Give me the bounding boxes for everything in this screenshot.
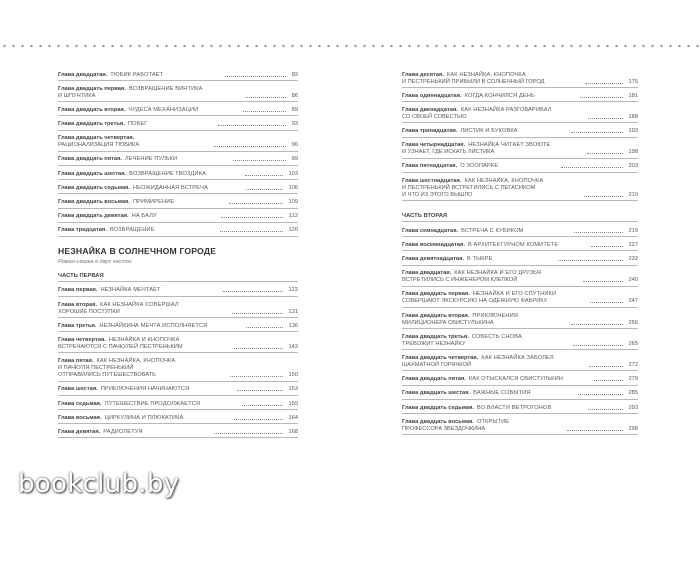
page-number: 293 bbox=[628, 404, 638, 411]
page-number: 279 bbox=[628, 376, 638, 383]
toc-entry bbox=[58, 155, 298, 166]
perforation-edge bbox=[0, 44, 700, 48]
dot-leader bbox=[588, 409, 623, 410]
chapter-title: НА БАЛУ bbox=[131, 213, 157, 220]
chapter-number: Глава двадцать восьмая. bbox=[58, 199, 130, 205]
toc-entry-text bbox=[58, 429, 212, 436]
toc-entry-text bbox=[402, 355, 587, 369]
toc-entry-text bbox=[58, 156, 231, 163]
chapter-number: Глава шестнадцатая. bbox=[402, 177, 462, 184]
chapter-number: Глава двадцать первая. bbox=[402, 291, 470, 298]
toc-entry bbox=[402, 91, 638, 102]
dot-leader bbox=[225, 76, 285, 77]
chapter-title: НЕЗНАЙКА И ЕГО СПУТНИКИ bbox=[472, 291, 557, 298]
toc-entry-text bbox=[402, 405, 586, 412]
page-number: 96 bbox=[291, 142, 298, 149]
chapter-number: Глава двадцать третья. bbox=[402, 333, 469, 340]
dot-leader bbox=[214, 433, 283, 434]
dot-leader bbox=[594, 380, 623, 381]
dot-leader bbox=[573, 345, 622, 346]
chapter-title: О ЗООПАРКЕ bbox=[460, 163, 499, 170]
chapter-number: Глава двадцать шестая. bbox=[58, 170, 127, 177]
dot-leader bbox=[558, 260, 622, 261]
watermark-logo: bookclub.by bbox=[18, 469, 180, 499]
page-number: 227 bbox=[628, 241, 638, 248]
toc-entry bbox=[58, 335, 298, 353]
chapter-title: КАК НЕЗНАЙКА, КНОПОЧКА bbox=[446, 71, 526, 78]
page-number: 247 bbox=[628, 298, 638, 305]
toc-entry-text bbox=[402, 419, 565, 433]
chapter-title: НЕЗНАЙКА МЕЧТАЕТ bbox=[100, 287, 161, 294]
dot-leader bbox=[245, 175, 282, 176]
toc-entry bbox=[402, 176, 638, 201]
dot-leader bbox=[571, 132, 622, 133]
chapter-title-continued: И ЧТО ИЗ ЭТОГО ВЫШЛО bbox=[402, 191, 473, 198]
toc-entry bbox=[402, 127, 638, 138]
chapter-number: Глава четырнадцатая. bbox=[402, 142, 466, 149]
toc-list-left-top bbox=[58, 70, 298, 237]
toc-list-right-top bbox=[402, 70, 638, 201]
part-subtitle: Роман-сказка в двух частях bbox=[58, 258, 132, 265]
dot-leader bbox=[245, 97, 286, 98]
toc-entry bbox=[58, 385, 298, 396]
toc-entry-text bbox=[58, 323, 244, 330]
page-number: 193 bbox=[628, 128, 638, 135]
toc-entry bbox=[58, 105, 298, 116]
chapter-number: Глава двадцать четвертая. bbox=[58, 135, 135, 142]
toc-entry-text bbox=[402, 228, 572, 235]
page-number: 109 bbox=[288, 199, 298, 205]
chapter-number: Глава вторая. bbox=[58, 301, 98, 308]
toc-entry-text bbox=[58, 358, 228, 379]
chapter-number: Глава четвертая. bbox=[58, 336, 106, 343]
dot-leader bbox=[567, 430, 623, 431]
page-number: 89 bbox=[291, 106, 298, 113]
toc-entry bbox=[402, 240, 638, 251]
section-label-part-two: ЧАСТЬ ВТОРАЯ bbox=[402, 213, 638, 222]
chapter-title-continued: И ПЕСТРЕНЬКИЙ ПРИБЫЛИ В СОЛНЕЧНЫЙ ГОРОД bbox=[402, 78, 545, 85]
toc-entry-text bbox=[402, 178, 582, 199]
chapter-number: Глава тринадцатая. bbox=[402, 128, 458, 135]
chapter-title-continued: СО СВОЕЙ СОВЕСТЬЮ bbox=[402, 113, 467, 120]
dot-leader bbox=[232, 313, 283, 314]
chapter-title: ТЮБИК РАБОТАЕТ bbox=[110, 71, 164, 78]
toc-entry bbox=[402, 332, 638, 350]
toc-entry-text bbox=[58, 185, 244, 192]
chapter-number: Глава восьмая. bbox=[58, 414, 102, 421]
dot-leader bbox=[583, 281, 623, 282]
toc-entry bbox=[402, 389, 638, 400]
chapter-number: Глава двадцатая. bbox=[58, 71, 108, 78]
toc-entry-text bbox=[402, 334, 571, 348]
chapter-title: КАК НЕЗНАЙКА РАЗГОВАРИВАЛ bbox=[460, 106, 552, 113]
chapter-title: КАК НЕЗНАЙКА, КНОПОЧКА bbox=[96, 358, 176, 365]
chapter-title: КАК НЕЗНАЙКА СОВЕРШАЛ bbox=[100, 301, 179, 308]
chapter-title-continued: ХОРОШИЕ ПОСТУПКИ bbox=[58, 308, 120, 315]
chapter-number: Глава девятнадцатая. bbox=[402, 256, 464, 262]
chapter-title: НЕЗНАЙКА И КНОПОЧКА bbox=[108, 336, 180, 343]
chapter-number: Глава третья. bbox=[58, 322, 97, 329]
page-number: 168 bbox=[288, 428, 298, 435]
page-number: 153 bbox=[288, 386, 298, 393]
chapter-number: Глава двадцать девятая. bbox=[58, 213, 129, 220]
toc-entry bbox=[402, 70, 638, 88]
dot-leader bbox=[588, 118, 622, 119]
dot-leader bbox=[561, 167, 622, 168]
chapter-title-continued: ШАХМАТНОЙ ГОРЯЧКОЙ bbox=[402, 361, 472, 368]
chapter-title-continued: И ШПУНТИКА bbox=[58, 92, 96, 99]
page-number: 142 bbox=[288, 343, 298, 350]
page-number: 99 bbox=[291, 156, 298, 163]
chapter-number: Глава тридцатая. bbox=[58, 227, 107, 234]
chapter-title: КАК НЕЗНАЙКА И ЕГО ДРУЗЬЯ bbox=[454, 270, 541, 277]
page-number: 175 bbox=[628, 78, 638, 85]
page-number: 86 bbox=[291, 92, 298, 99]
page-number: 198 bbox=[628, 149, 638, 156]
chapter-title-continued: РАЦИОНАЛИЗАЦИЯ ТЮБИКА bbox=[58, 142, 140, 149]
toc-entry-text bbox=[402, 142, 585, 156]
toc-entry bbox=[402, 290, 638, 308]
toc-entry-text bbox=[58, 135, 211, 149]
toc-entry bbox=[58, 120, 298, 131]
chapter-title: ЦИРКУЛИНА И ПЛЮКАТИКА bbox=[104, 414, 184, 421]
dot-leader bbox=[220, 231, 283, 232]
dot-leader bbox=[591, 246, 622, 247]
toc-entry bbox=[58, 427, 298, 438]
dot-leader bbox=[580, 97, 623, 98]
dot-leader bbox=[578, 394, 623, 395]
toc-entry bbox=[58, 134, 298, 152]
page-number: 240 bbox=[628, 277, 638, 284]
chapter-title: ПРИКЛЮЧЕНИЯ НАЧИНАЮТСЯ bbox=[100, 386, 190, 393]
chapter-title: СОВЕСТЬ СНОВА bbox=[471, 333, 522, 340]
chapter-title: ВОЗВРАЩЕНИЕ ГВОЗДИКА bbox=[129, 170, 206, 177]
toc-entry-text bbox=[402, 72, 583, 86]
dot-leader bbox=[234, 419, 283, 420]
chapter-title-continued: И ПЕСТРЕНЬКИЙ ВСТРЕТИЛИСЬ С ПЕГАСИКОМ bbox=[402, 184, 536, 191]
page-number: 232 bbox=[628, 256, 638, 262]
chapter-number: Глава двадцать вторая. bbox=[58, 106, 126, 113]
toc-list-right-bottom bbox=[402, 226, 638, 435]
page-number: 103 bbox=[288, 170, 298, 177]
toc-entry-text bbox=[402, 107, 586, 121]
toc-entry-text bbox=[58, 401, 240, 408]
dot-leader bbox=[218, 125, 286, 126]
chapter-title: В АРХИТЕКТУРНОМ КОМИТЕТЕ bbox=[467, 241, 559, 248]
toc-entry-text bbox=[58, 302, 230, 316]
toc-entry-text bbox=[402, 376, 592, 383]
toc-entry bbox=[58, 169, 298, 180]
page-number: 219 bbox=[628, 227, 638, 234]
chapter-title: КАК НЕЗНАЙКА ЗАБОЛЕЛ bbox=[481, 354, 554, 361]
page-number: 203 bbox=[628, 163, 638, 170]
dot-leader bbox=[243, 111, 286, 112]
toc-entry-text bbox=[58, 199, 227, 206]
chapter-title: НЕОЖИДАННАЯ ВСТРЕЧА bbox=[132, 184, 208, 191]
toc-entry-text bbox=[58, 287, 221, 294]
dot-leader bbox=[246, 189, 282, 190]
dot-leader bbox=[233, 160, 286, 161]
chapter-title-continued: СОВЕРШАЮТ ЭКСКУРСИЮ НА ОДЕЖНУЮ ФАБРИКУ bbox=[402, 298, 548, 305]
chapter-title: ЛИСТИК И БУКОВКА bbox=[460, 128, 518, 135]
dot-leader bbox=[589, 366, 622, 367]
chapter-title: В ТЫКРЕ bbox=[466, 256, 493, 262]
dot-leader bbox=[213, 146, 285, 147]
page-number: 164 bbox=[288, 414, 298, 421]
toc-entry bbox=[402, 375, 638, 386]
dot-leader bbox=[574, 232, 623, 233]
chapter-number: Глава девятая. bbox=[58, 428, 101, 435]
chapter-title: КАК ОТЫСКАЛСЯ СВИСТУЛЬКИН bbox=[468, 376, 563, 383]
chapter-title: НЕЗНАЙКА ЧИТАЕТ ЗВОЮТЕ bbox=[468, 142, 551, 149]
chapter-number: Глава седьмая. bbox=[58, 400, 102, 407]
dot-leader bbox=[585, 83, 623, 84]
dot-leader bbox=[584, 196, 623, 197]
dot-leader bbox=[242, 405, 282, 406]
chapter-number: Глава двадцать пятая. bbox=[58, 156, 122, 163]
chapter-title: ПОБЕГ bbox=[127, 121, 148, 128]
toc-entry-text bbox=[402, 390, 576, 397]
chapter-title: ВОЗВРАЩЕНИЕ ВИНТИКА bbox=[128, 85, 203, 92]
toc-entry bbox=[402, 417, 638, 435]
toc-entry-text bbox=[58, 415, 232, 422]
chapter-title: ПРИМИРЕНИЕ bbox=[132, 199, 175, 205]
toc-entry-text bbox=[58, 86, 243, 100]
chapter-title: ВСТРЕЧА С КУБИКОМ bbox=[461, 227, 524, 234]
chapter-number: Глава двадцать первая. bbox=[58, 85, 126, 92]
chapter-number: Глава двадцать седьмая. bbox=[58, 184, 130, 191]
page-number: 136 bbox=[288, 322, 298, 329]
page-number: 188 bbox=[628, 113, 638, 120]
toc-entry-text bbox=[58, 72, 223, 79]
toc-entry bbox=[58, 183, 298, 194]
chapter-number: Глава одиннадцатая. bbox=[402, 92, 462, 99]
chapter-title-continued: ВСТРЕТИЛИСЬ С ИНЖЕНЕРОМ КЛЕПКОЙ bbox=[402, 277, 518, 284]
page-number: 272 bbox=[628, 361, 638, 368]
chapter-number: Глава восемнадцатая. bbox=[402, 241, 465, 248]
chapter-title: ВО ВЛАСТИ ВЕТРОГОНОВ bbox=[476, 404, 552, 411]
page-number: 106 bbox=[288, 184, 298, 191]
chapter-title: ВАЖНЫЕ СОБЫТИЯ bbox=[473, 390, 531, 397]
toc-entry-text bbox=[58, 171, 243, 178]
left-page bbox=[58, 70, 298, 583]
toc-entry bbox=[58, 226, 298, 237]
toc-entry-text bbox=[402, 270, 581, 284]
page-number: 150 bbox=[288, 372, 298, 379]
toc-entry bbox=[58, 300, 298, 318]
chapter-title: РАДИОЛЕТУЯ bbox=[103, 428, 143, 435]
dot-leader bbox=[229, 203, 282, 204]
toc-entry-text bbox=[58, 227, 218, 234]
dot-leader bbox=[234, 348, 283, 349]
page-number: 181 bbox=[628, 92, 638, 99]
chapter-title: ЛЕЧЕНИЕ ПУЛЬКИ bbox=[124, 156, 178, 163]
toc-entry bbox=[402, 403, 638, 414]
toc-entry-text bbox=[402, 291, 588, 305]
chapter-number: Глава двадцатая. bbox=[402, 270, 452, 277]
part-title: НЕЗНАЙКА В СОЛНЕЧНОМ ГОРОДЕ bbox=[58, 245, 217, 256]
dot-leader bbox=[571, 324, 622, 325]
toc-entry bbox=[58, 198, 298, 209]
toc-entry bbox=[58, 399, 298, 410]
dot-leader bbox=[590, 302, 622, 303]
toc-entry bbox=[58, 321, 298, 332]
page-number: 265 bbox=[628, 340, 638, 347]
toc-entry bbox=[402, 162, 638, 173]
toc-entry bbox=[58, 212, 298, 223]
chapter-title-continued: ОТПРАВИЛИСЬ ПУТЕШЕСТВОВАТЬ bbox=[58, 372, 156, 379]
dot-leader bbox=[246, 327, 283, 328]
page-number: 120 bbox=[288, 227, 298, 234]
chapter-title-continued: ТРЕВОЖИТ НЕЗНАЙКУ bbox=[402, 340, 466, 347]
chapter-title: ВОЗВРАЩЕНИЕ bbox=[109, 227, 155, 234]
toc-entry bbox=[402, 311, 638, 329]
page-number: 298 bbox=[628, 425, 638, 432]
chapter-number: Глава двадцать шестая. bbox=[402, 390, 471, 397]
toc-entry-text bbox=[402, 93, 578, 100]
toc-entry bbox=[402, 226, 638, 237]
toc-entry-text bbox=[402, 313, 569, 327]
chapter-title: ПРИКЛЮЧЕНИЯ bbox=[472, 312, 518, 319]
toc-entry bbox=[402, 255, 638, 266]
chapter-title: ЧУДЕСА МЕХАНИЗАЦИИ bbox=[128, 106, 199, 113]
page-number: 210 bbox=[628, 191, 638, 198]
chapter-title: НЕЗНАЙКИНА МЕЧТА ИСПОЛНЯЕТСЯ bbox=[99, 322, 208, 329]
chapter-number: Глава двенадцатая. bbox=[402, 106, 458, 113]
chapter-title: КАК НЕЗНАЙКА, КНОПОЧКА bbox=[464, 177, 544, 184]
toc-entry bbox=[58, 84, 298, 102]
page-number: 112 bbox=[288, 213, 298, 220]
chapter-number: Глава шестая. bbox=[58, 386, 98, 393]
dot-leader bbox=[221, 217, 283, 218]
toc-entry bbox=[58, 286, 298, 297]
page-number: 82 bbox=[291, 71, 298, 78]
chapter-title-continued: ПРОФЕССОРА ЗВЕЗДОЧКИНА bbox=[402, 425, 486, 432]
right-page bbox=[402, 70, 638, 583]
page-number: 131 bbox=[288, 308, 298, 315]
chapter-number: Глава первая. bbox=[58, 287, 98, 294]
chapter-number: Глава семнадцатая. bbox=[402, 227, 459, 234]
dot-leader bbox=[587, 153, 622, 154]
toc-entry-text bbox=[58, 386, 235, 393]
chapter-title: КОГДА КОНЧИЛСЯ ДЕНЬ bbox=[464, 92, 535, 99]
toc-entry bbox=[58, 413, 298, 424]
toc-entry-text bbox=[402, 256, 556, 263]
toc-entry-text bbox=[402, 128, 569, 135]
toc-entry bbox=[58, 70, 298, 81]
toc-entry-text bbox=[402, 163, 559, 170]
toc-entry-text bbox=[58, 121, 216, 128]
chapter-title-continued: И УЗНАЕТ, ГДЕ ИСКАТЬ ЛИСТИКА bbox=[402, 149, 495, 156]
chapter-number: Глава пятая. bbox=[58, 358, 94, 365]
section-label-part-one: ЧАСТЬ ПЕРВАЯ bbox=[58, 273, 298, 282]
chapter-title: ОТКРЫТИЕ bbox=[476, 418, 510, 425]
chapter-number: Глава десятая. bbox=[402, 71, 444, 78]
toc-entry bbox=[402, 269, 638, 287]
dot-leader bbox=[230, 376, 283, 377]
toc-entry-text bbox=[58, 337, 232, 351]
chapter-number: Глава двадцать седьмая. bbox=[402, 404, 474, 411]
dot-leader bbox=[237, 390, 283, 391]
toc-entry-text bbox=[402, 242, 589, 249]
page-number: 256 bbox=[628, 319, 638, 326]
chapter-number: Глава двадцать восьмая. bbox=[402, 418, 474, 425]
dot-leader bbox=[223, 291, 283, 292]
page-number: 122 bbox=[288, 287, 298, 294]
chapter-number: Глава двадцать вторая. bbox=[402, 312, 470, 319]
page-number: 285 bbox=[628, 390, 638, 397]
toc-list-left-bottom bbox=[58, 286, 298, 439]
chapter-number: Глава пятнадцатая. bbox=[402, 163, 458, 170]
chapter-title-continued: ВСТРЕЧАЮТСЯ С ПАЧКУЛЕЙ ПЕСТРЕНЬКИМ bbox=[58, 343, 183, 350]
toc-entry bbox=[58, 357, 298, 382]
chapter-title-continued: И ПАЧКУЛЯ ПЕСТРЕНЬКИЙ bbox=[58, 365, 134, 372]
page-number: 159 bbox=[288, 400, 298, 407]
toc-entry-text bbox=[58, 107, 241, 114]
chapter-number: Глава двадцать четвертая. bbox=[402, 354, 479, 361]
toc-entry bbox=[402, 105, 638, 123]
chapter-number: Глава двадцать третья. bbox=[58, 121, 125, 128]
page-number: 93 bbox=[291, 121, 298, 128]
chapter-number: Глава двадцать пятая. bbox=[402, 376, 466, 383]
toc-entry bbox=[402, 141, 638, 159]
toc-entry bbox=[402, 353, 638, 371]
chapter-title: ПУТЕШЕСТВИЕ ПРОДОЛЖАЕТСЯ bbox=[104, 400, 201, 407]
toc-entry-text bbox=[58, 213, 219, 220]
chapter-title-continued: МИЛИЦИОНЕРА СВИСТУЛЬКИНА bbox=[402, 319, 494, 326]
